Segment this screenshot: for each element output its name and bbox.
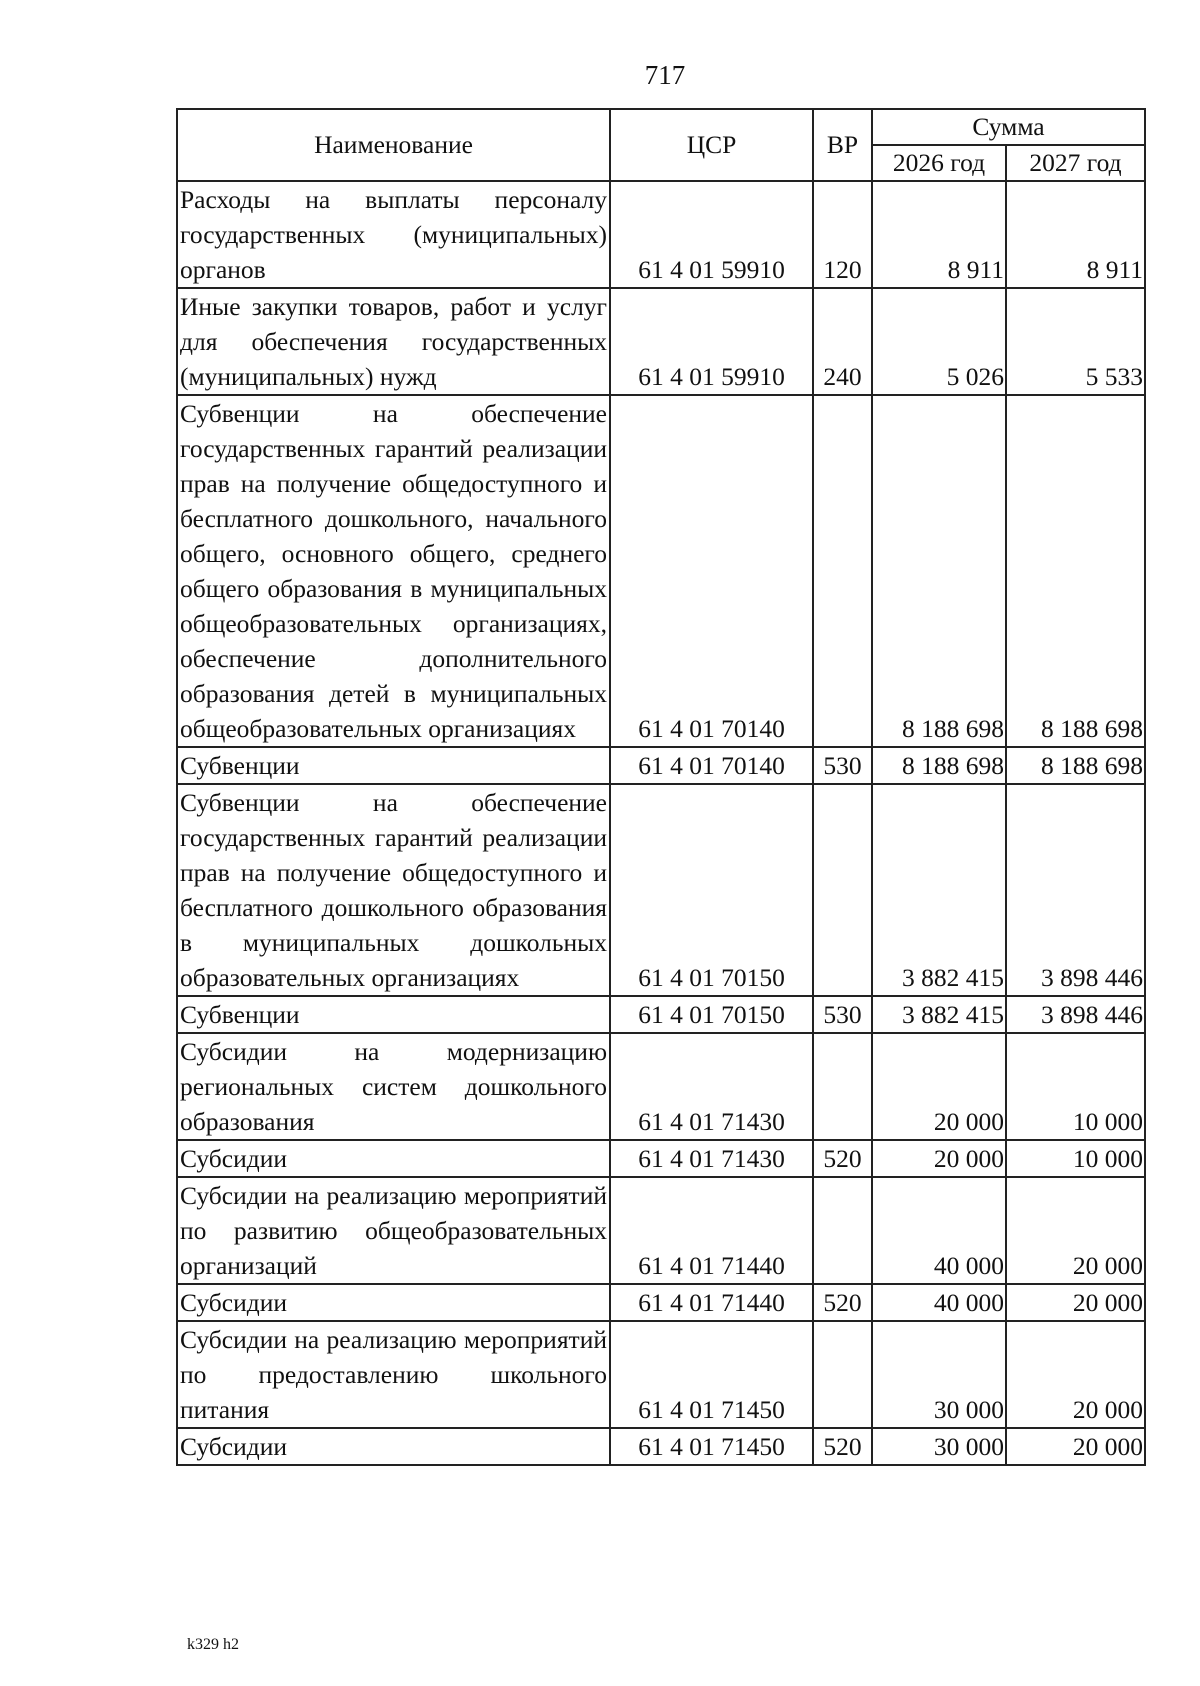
footer-code: k329 h2 (187, 1636, 239, 1653)
row-csr-cell: 61 4 01 59910 (610, 181, 813, 288)
row-name-cell: Субвенции (177, 996, 610, 1033)
row-name-cell: Субсидии (177, 1140, 610, 1177)
table-row (177, 1140, 1145, 1177)
header-year-2027: 2027 год (1006, 145, 1145, 181)
row-csr-cell: 61 4 01 71450 (610, 1321, 813, 1428)
table-row (177, 395, 1145, 747)
row-name-cell: Субсидии на реализацию мероприятий по развитию общеобразовательных организаций (177, 1177, 610, 1284)
row-2026-cell: 20 000 (872, 1140, 1006, 1177)
row-2026-cell: 40 000 (872, 1284, 1006, 1321)
row-vr-cell: 520 (813, 1140, 872, 1177)
row-vr-cell: 120 (813, 181, 872, 288)
row-csr-cell: 61 4 01 70150 (610, 996, 813, 1033)
row-2027-cell: 10 000 (1006, 1140, 1145, 1177)
row-vr-cell (813, 784, 872, 996)
row-name-cell: Субвенции (177, 747, 610, 784)
header-name: Наименование (177, 109, 610, 181)
table-body (177, 181, 1145, 1465)
row-vr-cell: 240 (813, 288, 872, 395)
row-name-cell: Субсидии на реализацию мероприятий по предоставлению школьного питания (177, 1321, 610, 1428)
row-vr-cell (813, 1321, 872, 1428)
row-csr-cell: 61 4 01 59910 (610, 288, 813, 395)
row-2026-cell: 8 188 698 (872, 747, 1006, 784)
row-2027-cell: 8 188 698 (1006, 747, 1145, 784)
table-row (177, 784, 1145, 996)
row-2027-cell: 8 911 (1006, 181, 1145, 288)
row-csr-cell: 61 4 01 71430 (610, 1033, 813, 1140)
row-name-cell: Иные закупки товаров, работ и услуг для обеспечения государственных (муниципальных) нужд (177, 288, 610, 395)
row-csr-cell: 61 4 01 70150 (610, 784, 813, 996)
row-2026-cell: 30 000 (872, 1428, 1006, 1465)
table-row (177, 1033, 1145, 1140)
budget-table (176, 108, 1146, 1466)
table-row (177, 1284, 1145, 1321)
row-vr-cell: 520 (813, 1428, 872, 1465)
row-2027-cell: 8 188 698 (1006, 395, 1145, 747)
header-year-2026: 2026 год (872, 145, 1006, 181)
row-csr-cell: 61 4 01 71430 (610, 1140, 813, 1177)
row-name-cell: Субсидии (177, 1284, 610, 1321)
row-name-cell: Субсидии (177, 1428, 610, 1465)
row-2026-cell: 8 911 (872, 181, 1006, 288)
row-2026-cell: 3 882 415 (872, 996, 1006, 1033)
row-vr-cell (813, 395, 872, 747)
table-row (177, 1428, 1145, 1465)
row-csr-cell: 61 4 01 71440 (610, 1284, 813, 1321)
row-csr-cell: 61 4 01 70140 (610, 395, 813, 747)
row-2027-cell: 5 533 (1006, 288, 1145, 395)
row-2026-cell: 3 882 415 (872, 784, 1006, 996)
row-2027-cell: 20 000 (1006, 1428, 1145, 1465)
row-vr-cell (813, 1177, 872, 1284)
row-name-cell: Субвенции на обеспечение государственных гарантий реализации прав на получение общедоступного и бесплатного дошкольного, начального общего, основного общего, среднего общего образования в муниципальных общеобразовательных организациях, обеспечение дополнительного образования детей в муниципальных общеобразовательных организациях (177, 395, 610, 747)
row-2027-cell: 20 000 (1006, 1177, 1145, 1284)
row-csr-cell: 61 4 01 71440 (610, 1177, 813, 1284)
row-2026-cell: 30 000 (872, 1321, 1006, 1428)
row-2027-cell: 20 000 (1006, 1321, 1145, 1428)
row-csr-cell: 61 4 01 70140 (610, 747, 813, 784)
table-row (177, 288, 1145, 395)
row-name-cell: Субсидии на модернизацию региональных систем дошкольного образования (177, 1033, 610, 1140)
row-2027-cell: 3 898 446 (1006, 996, 1145, 1033)
row-2027-cell: 3 898 446 (1006, 784, 1145, 996)
header-sum: Сумма (872, 109, 1145, 145)
row-csr-cell: 61 4 01 71450 (610, 1428, 813, 1465)
row-2026-cell: 40 000 (872, 1177, 1006, 1284)
table-row (177, 1177, 1145, 1284)
row-vr-cell: 530 (813, 996, 872, 1033)
row-2027-cell: 20 000 (1006, 1284, 1145, 1321)
row-name-cell: Субвенции на обеспечение государственных гарантий реализации прав на получение общедоступного и бесплатного дошкольного образования в муниципальных дошкольных образовательных организациях (177, 784, 610, 996)
table-row (177, 996, 1145, 1033)
table-row (177, 181, 1145, 288)
header-vr: ВР (813, 109, 872, 181)
row-2026-cell: 5 026 (872, 288, 1006, 395)
row-vr-cell (813, 1033, 872, 1140)
row-2026-cell: 8 188 698 (872, 395, 1006, 747)
table-row (177, 1321, 1145, 1428)
row-vr-cell: 530 (813, 747, 872, 784)
row-name-cell: Расходы на выплаты персоналу государственных (муниципальных) органов (177, 181, 610, 288)
table-row (177, 747, 1145, 784)
row-vr-cell: 520 (813, 1284, 872, 1321)
header-csr: ЦСР (610, 109, 813, 181)
row-2027-cell: 10 000 (1006, 1033, 1145, 1140)
page-number: 717 (644, 60, 686, 90)
row-2026-cell: 20 000 (872, 1033, 1006, 1140)
